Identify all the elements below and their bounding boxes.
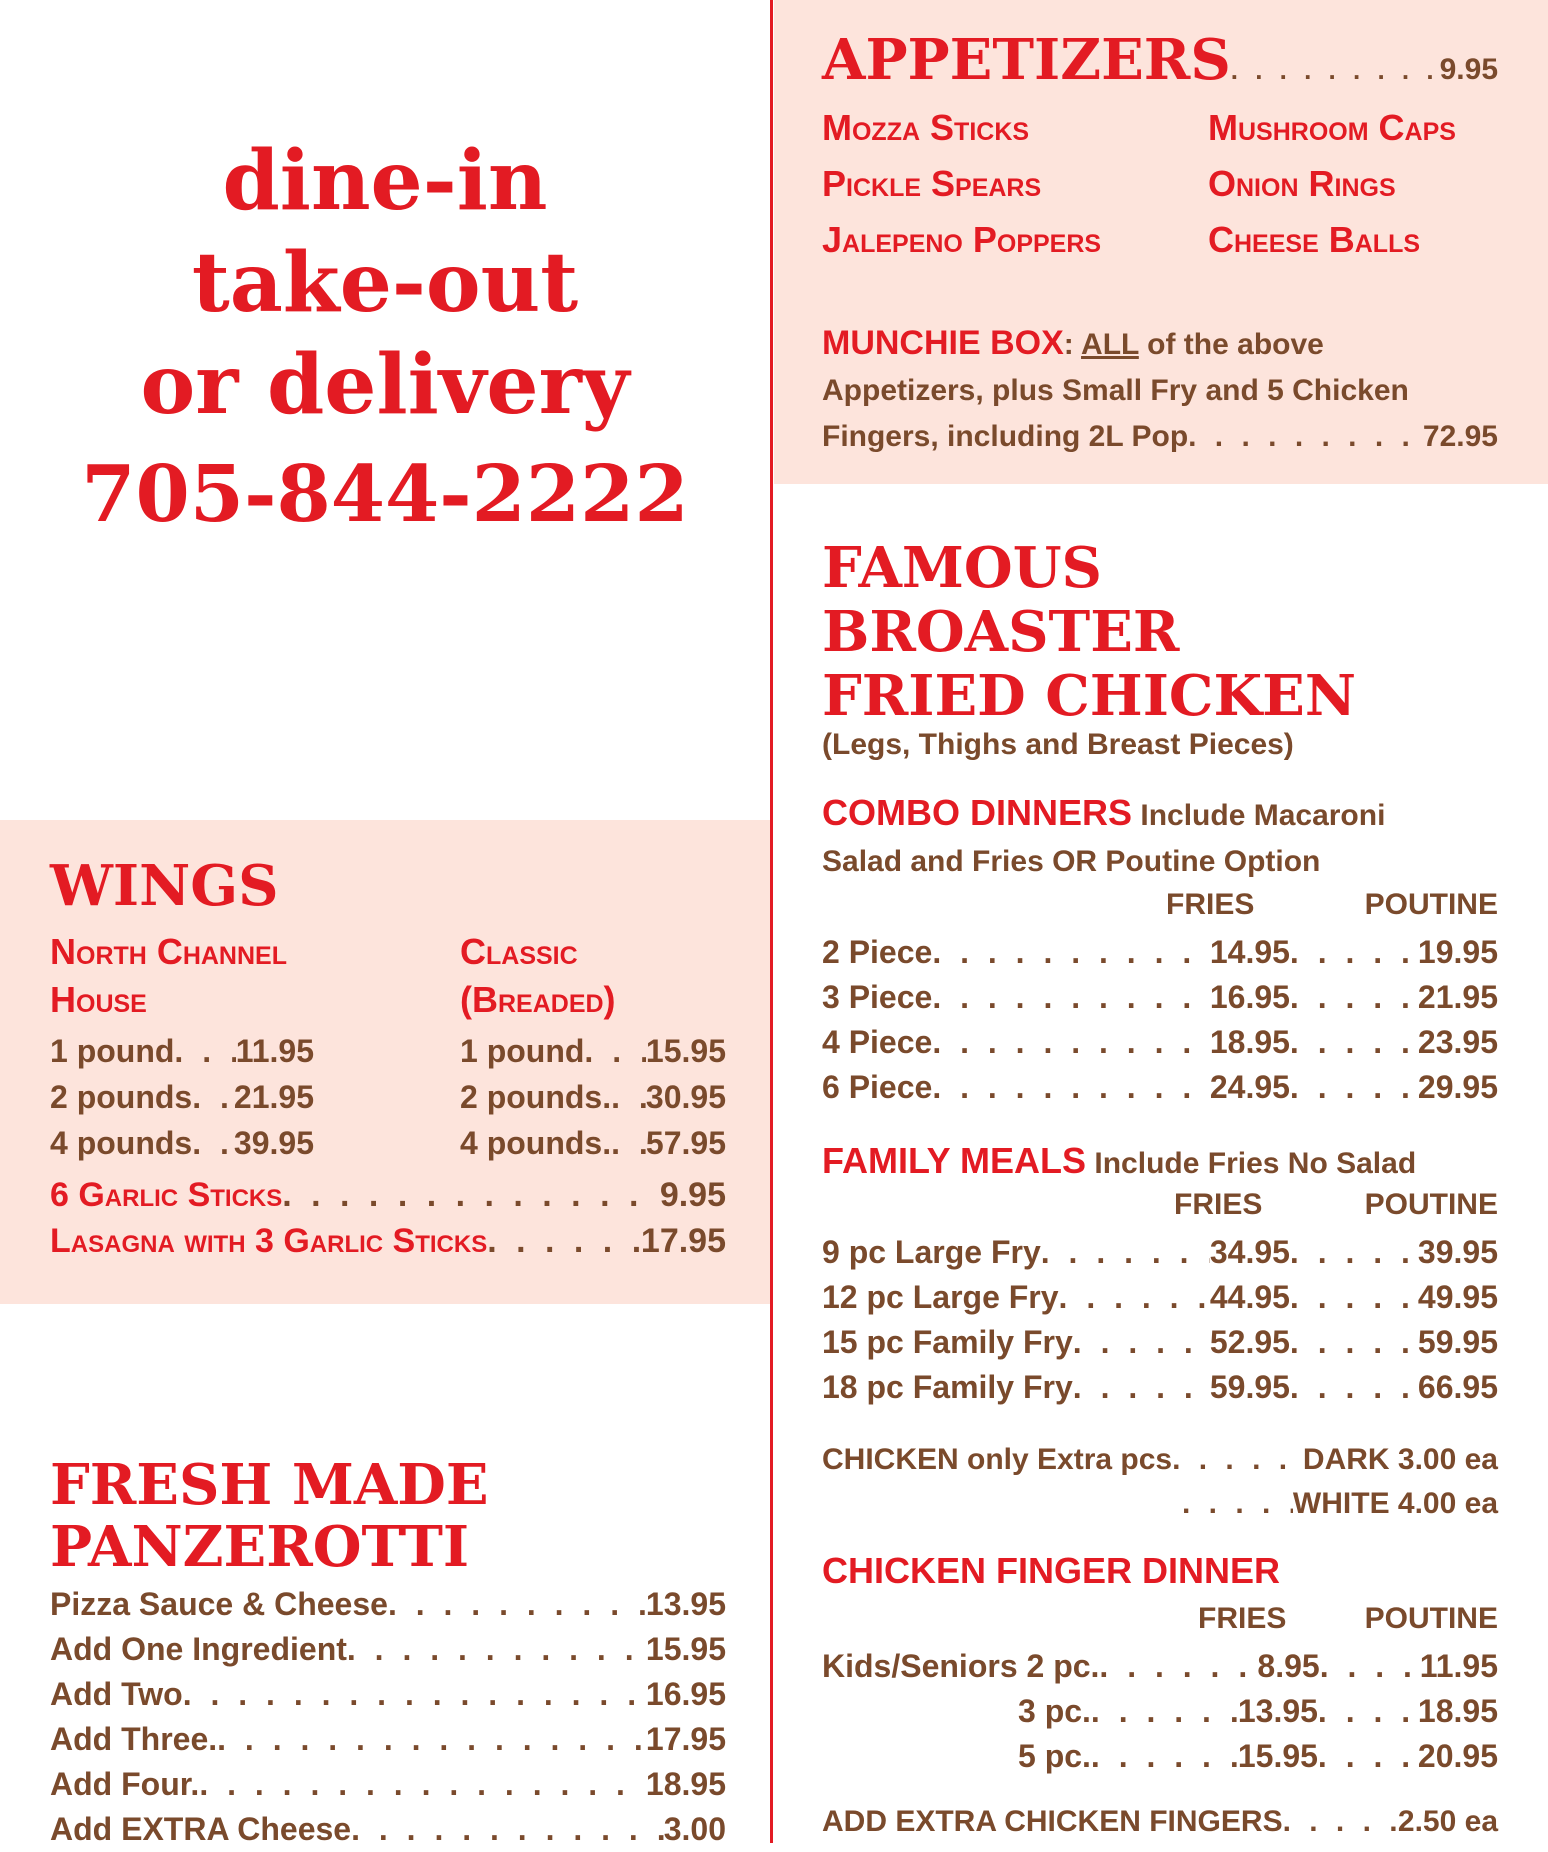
list-item: Add EXTRA Cheese . . . 3.00 bbox=[50, 1807, 726, 1852]
table-row: 4 Piece . . . 18.95 . . . 23.95 bbox=[822, 1020, 1498, 1065]
contact-block bbox=[0, 133, 770, 540]
munchie-all: ALL bbox=[1081, 328, 1139, 361]
list-item: Mozza Sticks bbox=[822, 107, 1030, 148]
take-out-text: take-out bbox=[191, 235, 579, 331]
fries-column-header: FRIES bbox=[1174, 1188, 1263, 1221]
fries-column-header: FRIES bbox=[1198, 1602, 1287, 1635]
poutine-column-header: POUTINE bbox=[1364, 1188, 1498, 1221]
add-extra-fingers: ADD EXTRA CHICKEN FINGERS . . . 2.50 ea bbox=[822, 1800, 1498, 1844]
phone-number[interactable]: 705-844-2222 bbox=[81, 449, 689, 540]
appetizers-title: APPETIZERS bbox=[822, 27, 1231, 93]
list-item: Jalepeno Poppers bbox=[822, 219, 1102, 260]
appetizer-list-right bbox=[1208, 100, 1456, 268]
list-item: 6 Garlic Sticks . . . 9.95 bbox=[50, 1172, 726, 1218]
list-item: Add Two . . . 16.95 bbox=[50, 1672, 726, 1717]
list-item: 1 pound . . . 15.95 bbox=[460, 1028, 726, 1074]
extra-pieces bbox=[822, 1438, 1498, 1526]
list-item: Lasagna with 3 Garlic Sticks . . . 17.95 bbox=[50, 1218, 726, 1264]
chicken-finger-label: CHICKEN FINGER DINNER bbox=[822, 1550, 1281, 1591]
list-item: Cheese Balls bbox=[1208, 219, 1421, 260]
extra-white-price: WHITE 4.00 ea bbox=[1292, 1487, 1498, 1520]
wings-col2-prices bbox=[460, 1028, 726, 1166]
list-item: 4 pounds . . . 39.95 bbox=[50, 1120, 314, 1166]
wings-col1-prices bbox=[50, 1028, 314, 1166]
panzerotti-title: FRESH MADE PANZEROTTI bbox=[50, 1452, 489, 1580]
table-row: 6 Piece . . . 24.95 . . . 29.95 bbox=[822, 1065, 1498, 1110]
finger-col-headers bbox=[822, 1602, 1498, 1642]
table-row: 12 pc Large Fry . . . 44.95 . . . 49.95 bbox=[822, 1275, 1498, 1320]
family-meals-header: FAMILY MEALS Include Fries No Salad bbox=[822, 1140, 1417, 1181]
fries-column-header: FRIES bbox=[1166, 888, 1255, 921]
wings-col1-header: North Channel House bbox=[50, 931, 287, 1020]
table-row: 9 pc Large Fry . . . 34.95 . . . 39.95 bbox=[822, 1230, 1498, 1275]
extra-dark-price: DARK 3.00 ea bbox=[1302, 1443, 1498, 1476]
munchie-price: 72.95 bbox=[1422, 420, 1498, 453]
appetizers-price: 9.95 bbox=[1439, 53, 1498, 86]
poutine-column-header: POUTINE bbox=[1364, 1602, 1498, 1635]
family-col-headers bbox=[822, 1188, 1498, 1228]
list-item: Add Three. . . . 17.95 bbox=[50, 1717, 726, 1762]
list-item: Pickle Spears bbox=[822, 163, 1042, 204]
table-row: Kids/Seniors 2 pc. . . . 8.95 . . . 11.95 bbox=[822, 1644, 1498, 1689]
add-fingers-price: 2.50 ea bbox=[1397, 1805, 1498, 1838]
panzerotti-list bbox=[50, 1582, 726, 1852]
appetizers-header bbox=[822, 27, 1498, 93]
table-row: 3 pc. . . . 13.95 . . . 18.95 bbox=[822, 1689, 1498, 1734]
poutine-column-header: POUTINE bbox=[1364, 888, 1498, 921]
chicken-subtitle: (Legs, Thighs and Breast Pieces) bbox=[822, 728, 1294, 761]
list-item: Add Four. . . . 18.95 bbox=[50, 1762, 726, 1807]
list-item: Onion Rings bbox=[1208, 163, 1396, 204]
extra-pieces-label: CHICKEN only Extra pcs bbox=[822, 1443, 1173, 1476]
table-row: 18 pc Family Fry . . . 59.95 . . . 66.95 bbox=[822, 1365, 1498, 1410]
wings-title: WINGS bbox=[50, 853, 279, 919]
delivery-text: or delivery bbox=[140, 337, 630, 433]
munchie-box: MUNCHIE BOX: ALL of the above Appetizers, plus Small Fry and 5 Chicken Fingers, including 2L Pop . . . 72.95 bbox=[822, 320, 1498, 460]
table-row: 2 Piece . . . 14.95 . . . 19.95 bbox=[822, 930, 1498, 975]
combo-table bbox=[822, 930, 1498, 1110]
combo-dinners-label: COMBO DINNERS bbox=[822, 792, 1133, 833]
family-table bbox=[822, 1230, 1498, 1410]
table-row: 3 Piece . . . 16.95 . . . 21.95 bbox=[822, 975, 1498, 1020]
appetizer-list-left bbox=[822, 100, 1101, 268]
table-row: 15 pc Family Fry . . . 52.95 . . . 59.95 bbox=[822, 1320, 1498, 1365]
finger-table bbox=[822, 1644, 1498, 1779]
family-meals-label: FAMILY MEALS bbox=[822, 1140, 1087, 1181]
list-item: 1 pound . . . 11.95 bbox=[50, 1028, 314, 1074]
list-item: 2 pounds. . . . 30.95 bbox=[460, 1074, 726, 1120]
combo-col-headers bbox=[822, 888, 1498, 928]
list-item: 2 pounds . . . 21.95 bbox=[50, 1074, 314, 1120]
list-item: Mushroom Caps bbox=[1208, 107, 1456, 148]
column-divider bbox=[770, 0, 773, 1843]
list-item: Pizza Sauce & Cheese . . . 13.95 bbox=[50, 1582, 726, 1627]
dine-in-text: dine-in bbox=[222, 133, 548, 229]
chicken-title: FAMOUS BROASTER FRIED CHICKEN bbox=[822, 535, 1357, 729]
wings-extras bbox=[50, 1172, 726, 1264]
table-row: 5 pc. . . . 15.95 . . . 20.95 bbox=[822, 1734, 1498, 1779]
list-item: 4 pounds. . . . 57.95 bbox=[460, 1120, 726, 1166]
combo-dinners-header: COMBO DINNERS Include Macaroni Salad and Fries OR Poutine Option bbox=[822, 792, 1386, 878]
munchie-box-label: MUNCHIE BOX bbox=[822, 324, 1064, 362]
list-item: Add One Ingredient . . . 15.95 bbox=[50, 1627, 726, 1672]
wings-col2-header: Classic (Breaded) bbox=[460, 931, 616, 1020]
